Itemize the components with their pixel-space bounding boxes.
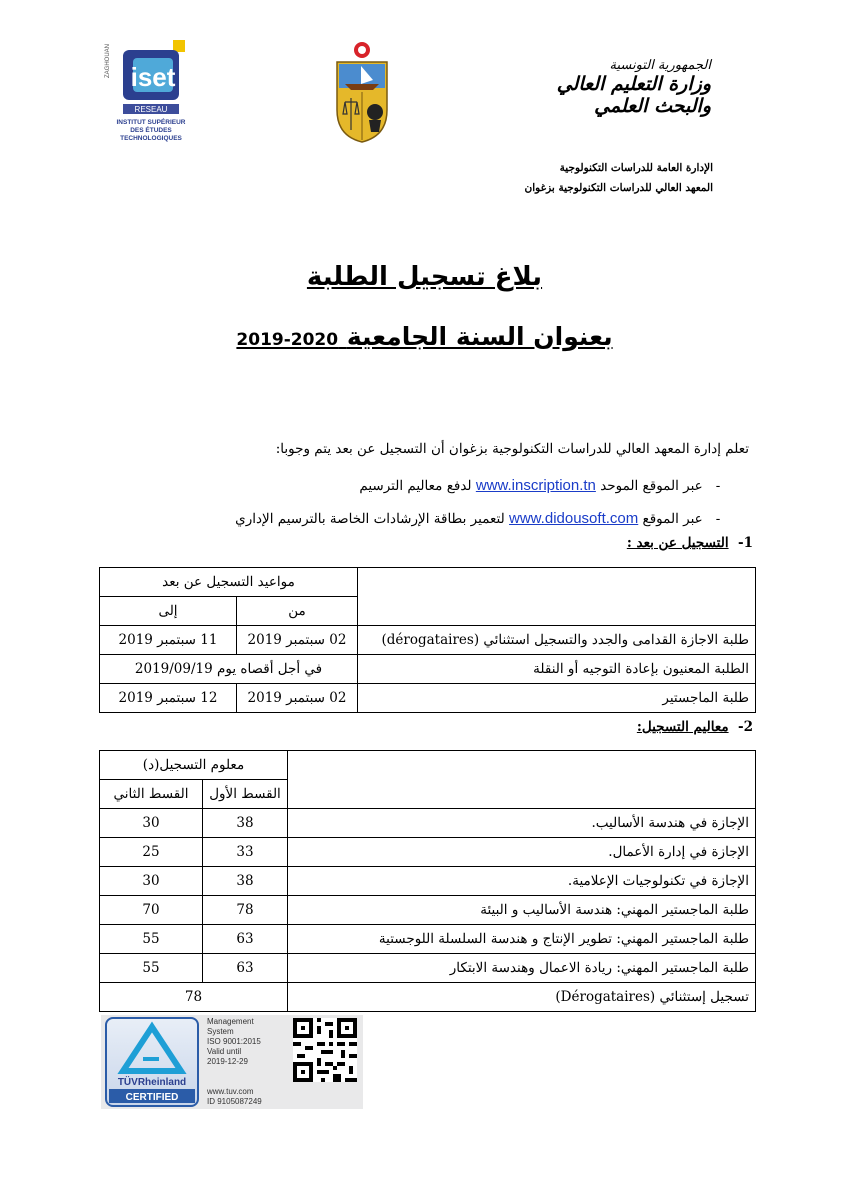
iset-logo — [103, 38, 203, 146]
row-label: طلبة الماجستير المهني: هندسة الأساليب و البيئة — [288, 896, 756, 925]
row-label: الطلبة المعنيون بإعادة التوجيه أو النقلة — [358, 655, 756, 684]
iset-inst-1: INSTITUT SUPÉRIEUR — [116, 119, 186, 126]
inscription-link[interactable]: www.inscription.tn — [475, 477, 596, 494]
registration-fees-table — [99, 750, 756, 1012]
registration-dates-table — [99, 567, 756, 713]
didousoft-link[interactable]: www.didousoft.com — [509, 510, 639, 527]
row-second: 30 — [100, 809, 203, 838]
row-second: 30 — [100, 867, 203, 896]
table-row — [100, 684, 756, 713]
iset-inst-2: DES ÉTUDES — [130, 127, 172, 134]
bullet-suffix: لدفع معاليم الترسيم — [359, 478, 472, 494]
cert-line: 2019-12-29 — [207, 1057, 248, 1066]
dept-line-1: الإدارة العامة للدراسات التكنولوجية — [559, 162, 713, 174]
cert-contact — [207, 1087, 262, 1107]
bullet-inscription — [359, 477, 729, 494]
ministry-line-2: والبحث العلمي — [594, 95, 711, 117]
department-lines — [525, 158, 713, 198]
table1-col-to: إلى — [100, 597, 237, 626]
section-1-heading — [627, 535, 753, 551]
table-row — [100, 626, 756, 655]
bullet-dash: - — [715, 478, 721, 494]
table-row — [100, 809, 756, 838]
cert-url: www.tuv.com — [207, 1087, 254, 1096]
table2-col-first: القسط الأول — [203, 780, 288, 809]
tuv-triangle-icon — [107, 1019, 197, 1105]
qr-code-icon — [293, 1018, 357, 1082]
table1-empty-header — [358, 568, 756, 626]
bullet-dash: - — [715, 511, 721, 527]
table-row — [100, 925, 756, 954]
row-to: 11 سبتمبر 2019 — [100, 626, 237, 655]
table-row — [100, 954, 756, 983]
row-total: 78 — [100, 983, 288, 1012]
table-row — [100, 655, 756, 684]
table1-group-header: مواعيد التسجيل عن بعد — [100, 568, 358, 597]
row-label: تسجيل إستثنائي (Dérogataires) — [288, 983, 756, 1012]
cert-details — [207, 1017, 261, 1067]
academic-year-label: بعنوان السنة الجامعية — [346, 322, 613, 351]
dept-line-2: المعهد العالي للدراسات التكنولوجية بزغوان — [524, 182, 713, 194]
academic-year: 2019-2020 — [236, 330, 339, 350]
cert-id: ID 9105087249 — [207, 1097, 262, 1106]
intro-text: تعلم إدارة المعهد العالي للدراسات التكنولوجية بزغوان أن التسجيل عن بعد يتم وجوبا: — [275, 441, 749, 457]
tunisia-coat-of-arms-icon — [333, 40, 391, 144]
tuv-certified: CERTIFIED — [125, 1092, 179, 1103]
section-2-heading — [637, 719, 753, 735]
row-second: 25 — [100, 838, 203, 867]
republic-label: الجمهورية التونسية — [609, 58, 711, 73]
table2-group-header: معلوم التسجيل(د) — [100, 751, 288, 780]
row-to: 12 سبتمبر 2019 — [100, 684, 237, 713]
cert-line: ISO 9001:2015 — [207, 1037, 261, 1046]
cert-line: System — [207, 1027, 234, 1036]
row-label: الإجازة في تكنولوجيات الإعلامية. — [288, 867, 756, 896]
notice-title: بلاغ تسجيل الطلبة — [306, 262, 543, 292]
cert-line: Valid until — [207, 1047, 242, 1056]
row-first: 63 — [203, 925, 288, 954]
row-first: 33 — [203, 838, 288, 867]
row-label: طلبة الاجازة القدامى والجدد والتسجيل استثنائي (dérogataires) — [358, 626, 756, 655]
row-label: طلبة الماجستير المهني: ريادة الاعمال وهندسة الابتكار — [288, 954, 756, 983]
table-row — [100, 867, 756, 896]
table2-col-second: القسط الثاني — [100, 780, 203, 809]
ministry-line-1: وزارة التعليم العالي — [556, 73, 711, 95]
table-row — [100, 983, 756, 1012]
row-second: 55 — [100, 954, 203, 983]
row-from: 02 سبتمبر 2019 — [237, 684, 358, 713]
row-label: طلبة الماجستير — [358, 684, 756, 713]
bullet-didousoft — [235, 510, 729, 527]
tuv-certification-block — [101, 1015, 363, 1109]
tuv-badge — [105, 1017, 199, 1107]
row-first: 38 — [203, 867, 288, 896]
table-row — [100, 896, 756, 925]
bullet-prefix: عبر الموقع — [642, 511, 703, 527]
row-from: 02 سبتمبر 2019 — [237, 626, 358, 655]
academic-year-title — [0, 322, 849, 351]
iset-letters: iset — [130, 62, 176, 92]
table-row — [100, 838, 756, 867]
cert-line: Management — [207, 1017, 254, 1026]
table2-empty-header — [288, 751, 756, 809]
row-label: الإجازة في هندسة الأساليب. — [288, 809, 756, 838]
row-second: 55 — [100, 925, 203, 954]
bullet-prefix: عبر الموقع الموحد — [600, 478, 703, 494]
section-2-title: معاليم التسجيل: — [636, 719, 729, 735]
row-label: طلبة الماجستير المهني: تطوير الإنتاج و هندسة السلسلة اللوجستية — [288, 925, 756, 954]
row-first: 78 — [203, 896, 288, 925]
bullet-suffix: لتعمير بطاقة الإرشادات الخاصة بالترسيم الإداري — [235, 511, 505, 527]
tuv-brand: TÜVRheinland — [117, 1077, 187, 1088]
iset-side-text: ZAGHOUAN — [105, 43, 111, 78]
section-1-title: التسجيل عن بعد : — [626, 535, 729, 551]
table1-col-from: من — [237, 597, 358, 626]
row-first: 63 — [203, 954, 288, 983]
section-1-number: 1- — [737, 535, 753, 551]
row-deadline: في أجل أقصاه يوم 2019/09/19 — [100, 655, 358, 684]
iset-inst-3: TECHNOLOGIQUES — [120, 135, 182, 142]
row-label: الإجازة في إدارة الأعمال. — [288, 838, 756, 867]
ministry-header — [557, 58, 711, 117]
section-2-number: 2- — [737, 719, 753, 735]
row-second: 70 — [100, 896, 203, 925]
iset-brand: RESEAU — [134, 105, 168, 114]
row-first: 38 — [203, 809, 288, 838]
